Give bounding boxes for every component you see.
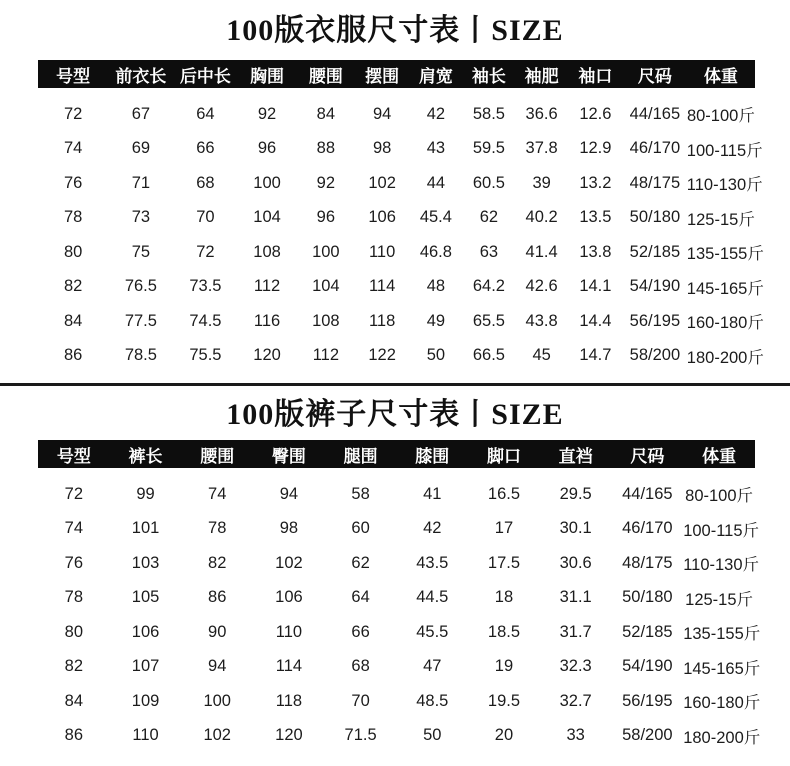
table-cell: 84 — [63, 311, 83, 330]
table-cell: 100 — [203, 691, 231, 710]
column-header: 直裆 — [540, 440, 612, 468]
table-cell: 145-165斤 — [686, 279, 764, 298]
column-header: 袖口 — [568, 60, 623, 88]
table-cell: 29.5 — [559, 484, 592, 503]
table-cell: 82 — [64, 657, 84, 676]
column-header: 裤长 — [110, 440, 182, 468]
table-cell: 92 — [316, 173, 336, 192]
table-cell: 77.5 — [124, 311, 157, 330]
column-header: 摆围 — [355, 60, 409, 88]
table-cell: 19 — [494, 657, 514, 676]
table-cell: 13.2 — [579, 173, 612, 192]
table-cell: 160-180斤 — [683, 694, 761, 713]
table-cell: 40.2 — [525, 208, 558, 227]
table-cell: 78.5 — [124, 346, 157, 365]
table-cell: 145-165斤 — [683, 659, 761, 678]
table-row — [38, 304, 755, 339]
pants-size-table — [38, 440, 761, 753]
table-cell: 62 — [479, 208, 499, 227]
table-cell: 46.8 — [419, 242, 452, 261]
table-cell: 67 — [131, 104, 151, 123]
pants-size-section — [0, 386, 790, 753]
table-row — [38, 684, 755, 719]
table-cell: 98 — [372, 139, 392, 158]
table-cell: 19.5 — [487, 691, 521, 710]
table-cell: 86 — [64, 726, 84, 745]
table-cell: 58.5 — [472, 104, 505, 123]
table-cell: 118 — [368, 311, 396, 330]
table-cell: 99 — [136, 484, 155, 503]
table-cell: 84 — [316, 104, 336, 123]
table-cell: 75 — [131, 242, 151, 261]
table-cell: 20 — [494, 726, 514, 745]
table-cell: 112 — [312, 346, 339, 365]
table-cell: 50 — [423, 726, 442, 745]
table-cell: 100 — [253, 173, 281, 192]
table-cell: 84 — [64, 691, 84, 710]
column-header: 前衣长 — [108, 60, 173, 88]
table-cell: 41.4 — [525, 242, 558, 261]
table-row — [38, 546, 755, 581]
table-cell: 102 — [203, 726, 231, 745]
header-row — [38, 60, 755, 88]
table-cell: 180-200斤 — [683, 728, 761, 747]
table-cell: 36.6 — [525, 104, 558, 123]
table-cell: 45 — [532, 346, 551, 365]
table-cell: 103 — [131, 553, 160, 572]
table-cell: 65.5 — [472, 311, 505, 330]
table-cell: 80-100斤 — [686, 107, 755, 126]
table-cell: 118 — [275, 691, 303, 710]
table-row — [38, 615, 755, 650]
column-header: 腿围 — [325, 440, 397, 468]
table-cell: 42 — [423, 519, 442, 538]
table-cell: 14.1 — [579, 277, 612, 296]
table-cell: 78 — [208, 519, 227, 538]
table-cell: 78 — [63, 208, 83, 227]
table-cell: 54/190 — [629, 277, 681, 296]
table-cell: 43.5 — [416, 553, 449, 572]
table-cell: 80-100斤 — [685, 487, 754, 506]
table-cell: 108 — [253, 242, 281, 261]
table-cell: 110 — [368, 242, 396, 261]
table-cell: 76 — [63, 173, 83, 192]
table-cell: 114 — [368, 277, 396, 296]
table-cell: 32.7 — [559, 691, 592, 710]
table-cell: 64 — [196, 104, 215, 123]
table-cell: 48.5 — [416, 691, 449, 710]
table-cell: 73 — [131, 208, 151, 227]
table-cell: 44.5 — [416, 588, 449, 607]
table-cell: 49 — [426, 311, 446, 330]
table-cell: 68 — [196, 173, 215, 192]
table-cell: 72 — [64, 484, 84, 503]
table-cell: 108 — [312, 311, 340, 330]
table-cell: 92 — [257, 104, 277, 123]
table-cell: 75.5 — [189, 346, 222, 365]
table-cell: 46/170 — [629, 139, 681, 158]
table-cell: 12.6 — [579, 104, 612, 123]
table-cell: 96 — [316, 208, 336, 227]
table-cell: 96 — [257, 139, 277, 158]
table-cell: 104 — [312, 277, 340, 296]
table-cell: 72 — [196, 242, 215, 261]
column-header: 袖长 — [462, 60, 515, 88]
table-cell: 31.1 — [559, 588, 592, 607]
table-cell: 78 — [64, 588, 84, 607]
table-cell: 106 — [275, 588, 303, 607]
table-cell: 60 — [351, 519, 370, 538]
table-cell: 102 — [368, 173, 396, 192]
table-cell: 68 — [351, 657, 370, 676]
table-cell: 94 — [279, 484, 299, 503]
table-cell: 105 — [131, 588, 160, 607]
table-cell: 62 — [351, 553, 370, 572]
table-cell: 107 — [131, 657, 160, 676]
column-header: 号型 — [38, 60, 108, 88]
table-cell: 104 — [253, 208, 281, 227]
table-row — [38, 581, 755, 616]
clothing-table-title: 100版衣服尺寸表丨SIZE — [226, 14, 564, 47]
table-row — [38, 88, 755, 132]
table-cell: 54/190 — [622, 657, 673, 676]
table-cell: 114 — [275, 657, 303, 676]
table-cell: 50/180 — [622, 588, 673, 607]
table-cell: 120 — [253, 346, 281, 365]
table-cell: 70 — [351, 691, 370, 710]
table-cell: 120 — [275, 726, 303, 745]
table-cell: 14.7 — [579, 346, 612, 365]
table-cell: 60.5 — [472, 173, 505, 192]
table-cell: 98 — [279, 519, 299, 538]
table-cell: 30.6 — [559, 553, 592, 572]
table-cell: 44 — [426, 173, 446, 192]
table-cell: 63 — [479, 242, 499, 261]
table-cell: 71.5 — [344, 726, 377, 745]
table-cell: 100 — [312, 242, 340, 261]
table-row — [38, 339, 755, 374]
table-cell: 56/195 — [622, 691, 673, 710]
table-cell: 44/165 — [629, 104, 681, 123]
table-cell: 135-155斤 — [686, 245, 764, 264]
column-header: 尺码 — [612, 440, 684, 468]
table-cell: 52/185 — [629, 242, 681, 261]
table-cell: 46/170 — [622, 519, 673, 538]
table-row — [38, 235, 755, 270]
table-cell: 30.1 — [559, 519, 592, 538]
table-cell: 80 — [63, 242, 83, 261]
table-cell: 18.5 — [487, 622, 521, 641]
column-header: 腰围 — [181, 440, 253, 468]
column-header: 膝围 — [396, 440, 468, 468]
table-cell: 112 — [253, 277, 281, 296]
column-header: 体重 — [687, 60, 755, 88]
table-cell: 43.8 — [525, 311, 558, 330]
table-cell: 100-115斤 — [686, 141, 763, 160]
table-cell: 42.6 — [525, 277, 558, 296]
pants-table-title: 100版裤子尺寸表丨SIZE — [226, 398, 564, 431]
table-cell: 100-115斤 — [683, 521, 760, 540]
table-cell: 48/175 — [622, 553, 673, 572]
table-cell: 13.8 — [579, 242, 612, 261]
table-cell: 64 — [351, 588, 370, 607]
table-cell: 80 — [64, 622, 84, 641]
table-cell: 86 — [208, 588, 227, 607]
table-cell: 135-155斤 — [683, 625, 761, 644]
table-cell: 86 — [63, 346, 83, 365]
table-cell: 101 — [131, 519, 160, 538]
table-cell: 18 — [494, 588, 514, 607]
table-cell: 17 — [494, 519, 514, 538]
table-cell: 180-200斤 — [686, 348, 764, 367]
table-cell: 58 — [351, 484, 370, 503]
column-header: 脚口 — [468, 440, 540, 468]
table-cell: 66 — [196, 139, 215, 158]
table-cell: 125-15斤 — [685, 590, 754, 609]
table-cell: 39 — [532, 173, 551, 192]
table-cell: 13.5 — [579, 208, 612, 227]
table-row — [38, 132, 755, 167]
column-header: 体重 — [683, 440, 755, 468]
table-cell: 110 — [132, 726, 159, 745]
table-cell: 94 — [372, 104, 392, 123]
table-cell: 50/180 — [629, 208, 681, 227]
table-cell: 74 — [208, 484, 227, 503]
table-cell: 59.5 — [472, 139, 505, 158]
header-row — [38, 440, 755, 468]
table-cell: 52/185 — [622, 622, 673, 641]
table-cell: 31.7 — [559, 622, 592, 641]
table-cell: 125-15斤 — [686, 210, 755, 229]
table-cell: 58/200 — [622, 726, 673, 745]
table-cell: 64.2 — [472, 277, 505, 296]
table-cell: 160-180斤 — [686, 314, 764, 333]
table-cell: 122 — [368, 346, 396, 365]
table-cell: 32.3 — [559, 657, 592, 676]
table-cell: 45.4 — [419, 208, 452, 227]
table-cell: 88 — [316, 139, 336, 158]
table-cell: 74.5 — [189, 311, 222, 330]
table-row — [38, 270, 755, 305]
table-cell: 17.5 — [487, 553, 521, 572]
column-header: 尺码 — [623, 60, 687, 88]
table-cell: 58/200 — [629, 346, 681, 365]
column-header: 后中长 — [174, 60, 238, 88]
table-cell: 48/175 — [629, 173, 681, 192]
table-cell: 41 — [423, 484, 442, 503]
table-cell: 76 — [64, 553, 84, 572]
table-row — [38, 166, 755, 201]
column-header: 袖肥 — [515, 60, 567, 88]
table-cell: 48 — [426, 277, 446, 296]
table-cell: 66.5 — [472, 346, 505, 365]
table-cell: 73.5 — [189, 277, 222, 296]
table-cell: 33 — [566, 726, 585, 745]
table-cell: 14.4 — [579, 311, 612, 330]
table-cell: 110-130斤 — [683, 556, 760, 575]
table-row — [38, 468, 755, 512]
table-row — [38, 512, 755, 547]
table-row — [38, 201, 755, 236]
table-cell: 66 — [351, 622, 370, 641]
table-cell: 71 — [131, 173, 151, 192]
table-cell: 106 — [131, 622, 160, 641]
table-cell: 44/165 — [622, 484, 673, 503]
table-row — [38, 650, 755, 685]
table-cell: 90 — [208, 622, 227, 641]
clothing-size-section — [0, 0, 790, 373]
column-header: 胸围 — [237, 60, 297, 88]
table-cell: 82 — [208, 553, 227, 572]
table-cell: 12.9 — [579, 139, 612, 158]
column-header: 肩宽 — [409, 60, 462, 88]
table-row — [38, 719, 755, 754]
table-cell: 45.5 — [416, 622, 449, 641]
table-cell: 43 — [426, 139, 446, 158]
clothing-size-table — [38, 60, 764, 373]
table-cell: 50 — [426, 346, 446, 365]
table-cell: 106 — [368, 208, 396, 227]
table-cell: 72 — [63, 104, 83, 123]
table-cell: 69 — [131, 139, 151, 158]
table-cell: 102 — [275, 553, 303, 572]
table-cell: 116 — [253, 311, 281, 330]
table-cell: 94 — [208, 657, 227, 676]
table-cell: 56/195 — [629, 311, 681, 330]
table-cell: 70 — [196, 208, 215, 227]
table-cell: 110 — [275, 622, 303, 641]
table-cell: 42 — [426, 104, 446, 123]
column-header: 腰围 — [297, 60, 355, 88]
column-header: 号型 — [38, 440, 110, 468]
column-header: 臀围 — [253, 440, 325, 468]
table-cell: 82 — [63, 277, 83, 296]
table-cell: 74 — [64, 519, 84, 538]
table-cell: 76.5 — [124, 277, 157, 296]
table-cell: 37.8 — [525, 139, 558, 158]
table-cell: 74 — [63, 139, 83, 158]
table-cell: 47 — [423, 657, 442, 676]
table-cell: 109 — [131, 691, 160, 710]
table-cell: 110-130斤 — [686, 176, 763, 195]
table-cell: 16.5 — [487, 484, 521, 503]
